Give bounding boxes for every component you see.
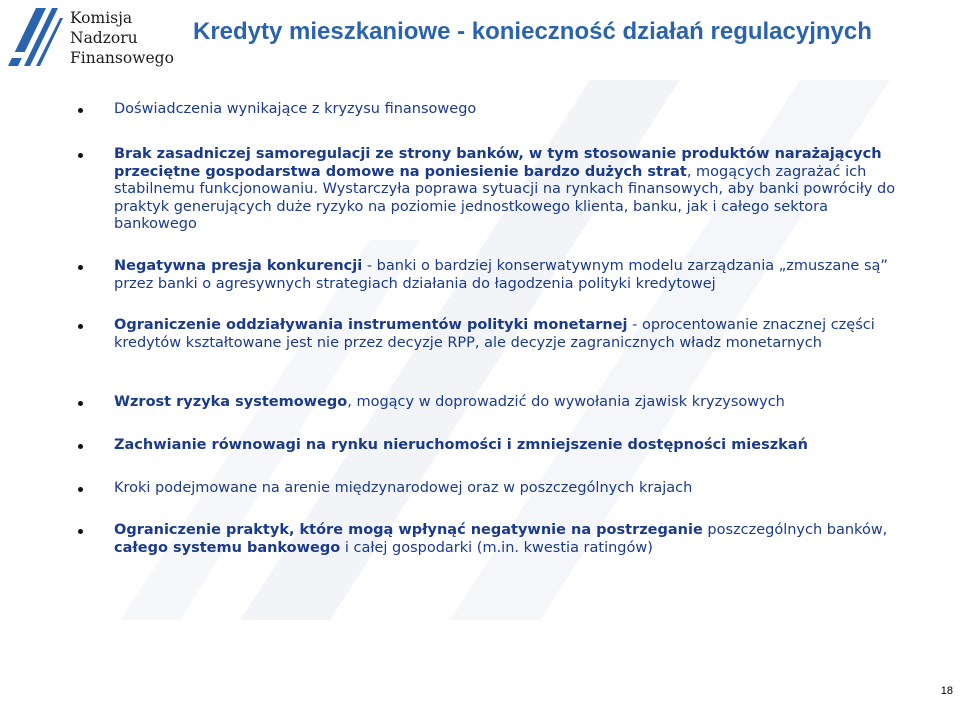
- bullet-item: [74, 437, 914, 455]
- bullet-bold-text: Negatywna presja konkurencji: [114, 258, 363, 274]
- bullet-text: poszczególnych banków,: [702, 522, 888, 538]
- bullet-dot-icon: [78, 265, 83, 270]
- bullet-item: [74, 146, 914, 234]
- bullet-item: [74, 394, 914, 412]
- knf-logo: [6, 6, 174, 68]
- bullet-item: [74, 101, 914, 119]
- bullet-text: - oprocentowanie znacznej części kredytów kształtowane jest nie przez decyzje RPP, ale decyzje zagranicznych władz monetarnych: [114, 317, 875, 351]
- knf-logo-icon: [6, 6, 64, 68]
- bullet-dot-icon: [78, 324, 83, 329]
- bullet-item: [74, 258, 914, 293]
- bullet-item: [74, 522, 914, 557]
- bullet-item: [74, 317, 914, 352]
- bullet-dot-icon: [78, 401, 83, 406]
- bullet-bold-text: Wzrost ryzyka systemowego: [114, 394, 348, 410]
- logo-line-2: Nadzoru: [70, 29, 138, 47]
- bullet-dot-icon: [78, 529, 83, 534]
- bullet-text: , mogący w doprowadzić do wywołania zjawisk kryzysowych: [347, 394, 785, 410]
- knf-logo-text: [70, 8, 174, 68]
- page-number: 18: [940, 685, 953, 697]
- bullet-dot-icon: [78, 487, 83, 492]
- bullet-bold-text-2: całego systemu bankowego: [114, 539, 341, 556]
- bullet-item: [74, 480, 914, 498]
- bullet-dot-icon: [78, 444, 83, 449]
- logo-line-1: Komisja: [70, 9, 133, 27]
- bullet-bold-text: Zachwianie równowagi na rynku nieruchomości i zmniejszenie dostępności mieszkań: [114, 437, 808, 453]
- slide-title: Kredyty mieszkaniowe - konieczność działań regulacyjnych: [193, 18, 872, 45]
- bullet-bold-text: Ograniczenie praktyk, które mogą wpłynąć negatywnie na postrzeganie: [114, 522, 703, 538]
- bullet-bold-text: Ograniczenie oddziaływania instrumentów polityki monetarnej: [114, 317, 628, 333]
- bullet-text: , mogących zagrażać ich stabilnemu funkcjonowaniu. Wystarczyła poprawa sytuacji na rynkach finansowych, aby banki powróciły do praktyk generujących duże ryzyko na poziomie jednostkowego klienta, banku, jak i całego sektora bankowego: [114, 163, 896, 232]
- bullet-text: Kroki podejmowane na arenie międzynarodowej oraz w poszczególnych krajach: [114, 480, 693, 496]
- bullet-dot-icon: [78, 108, 83, 113]
- bullet-dot-icon: [78, 153, 83, 158]
- bullet-text: Doświadczenia wynikające z kryzysu finansowego: [114, 101, 477, 117]
- bullet-bold-text: Brak zasadniczej samoregulacji ze strony banków, w tym stosowanie produktów narażających przeciętne gospodarstwa domowe na poniesienie bardzo dużych strat: [114, 146, 882, 180]
- bullet-text: - banki o bardziej konserwatywnym modelu zarządzania „zmuszane są” przez banki o agresywnych strategiach działania do łagodzenia polityki kredytowej: [114, 258, 888, 292]
- bullet-text-2: i całej gospodarki (m.in. kwestia ratingów): [340, 539, 653, 556]
- logo-line-3: Finansowego: [70, 49, 174, 67]
